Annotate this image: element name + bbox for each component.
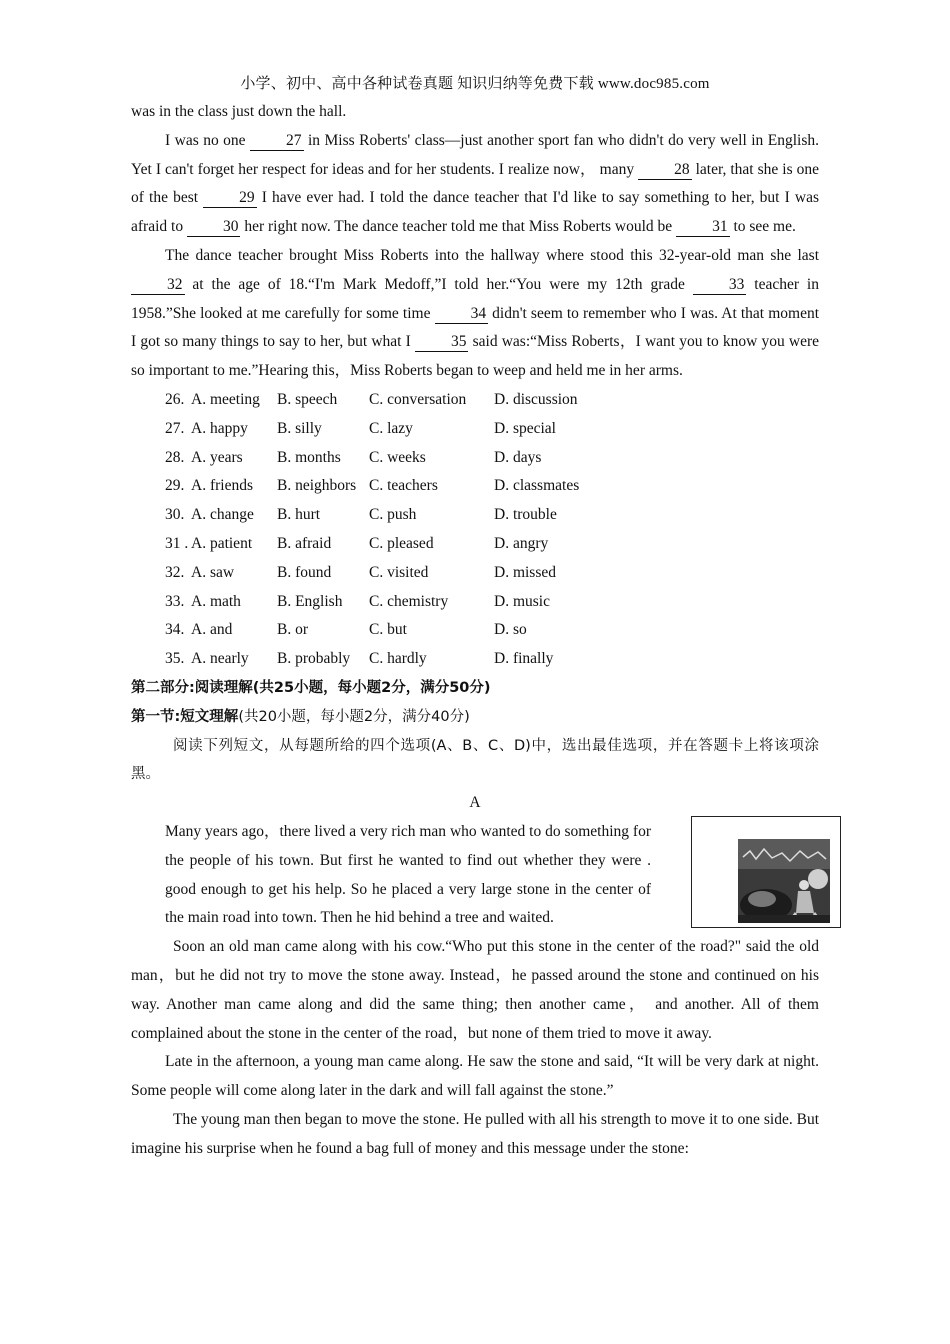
passage-a-paragraph-2: Soon an old man came along with his cow.“Who put this stone in the center of the road?" said the old man，but he did not try to move the stone away. Instead，he passed around the stone and continued on his way. Another man came along and did the same thing; then another came， and another. All of them complained about the stone in the center of the road，but none of them tried to move it away. <box>131 938 819 1042</box>
option-row: 33. A. math B. English C. chemistry D. music <box>165 592 550 610</box>
passage-paragraph-1: I was no one 27 in Miss Roberts' class—just another sport fan who didn't do very well in English. Yet I can't forget her respect for ideas and for her students. I realize now， many 28 later, that she is one of the best 29 I have ever had. I told the dance teacher that I'd like to say something to her, but I was afraid to 30 her right now. The dance teacher told me that Miss Roberts would be 31 to see me. <box>131 131 819 236</box>
instruction: 阅读下列短文，从每题所给的四个选项(A、B、C、D)中，选出最佳选项，并在答题卡上将该项涂黑。 <box>131 737 819 783</box>
options-list <box>131 386 819 674</box>
option-row: 34. A. and B. or C. but D. so <box>165 621 527 639</box>
blank-28: 28 <box>638 161 692 180</box>
passage-a-intro-block <box>131 818 819 933</box>
blank-29: 29 <box>203 189 257 208</box>
blank-32: 32 <box>131 276 185 295</box>
blank-34: 34 <box>435 305 489 324</box>
page-header: 小学、初中、高中各种试卷真题 知识归纳等免费下载 www.doc985.com <box>240 76 710 92</box>
option-row: 26. A. meeting B. speech C. conversation D. discussion <box>165 390 578 408</box>
passage-paragraph-2: The dance teacher brought Miss Roberts into the hallway where stood this 32-year-old man she last 32 at the age of 18.“I'm Mark Medoff,”I told her.“You were my 12th grade 33 teacher in 1958.”She looked at me carefully for some time 34 didn't seem to remember who I was. At that moment I got so many things to say to her, but what I 35 said was:“Miss Roberts，I want you to know you were so important to me.”Hearing this，Miss Roberts began to weep and held me in her arms. <box>131 246 820 380</box>
option-row: 35. A. nearly B. probably C. hardly D. finally <box>165 650 554 668</box>
blank-35: 35 <box>415 333 469 352</box>
illustration-image <box>738 839 830 923</box>
passage-a-intro: Many years ago，there lived a very rich man who wanted to do something for the people of his town. But first he wanted to find out whether they were . good enough to get his help. So he placed a very large stone in the center of the main road into town. Then he hid behind a tree and waited. <box>165 822 651 927</box>
passage-a-label: A <box>469 794 481 812</box>
section1-title: 第一节:短文理解(共20小题，每小题2分，满分40分) <box>131 708 470 725</box>
blank-30: 30 <box>187 218 241 237</box>
option-row: 28. A. years B. months C. weeks D. days <box>165 448 542 466</box>
passage-a-paragraph-3: Late in the afternoon, a young man came along. He saw the stone and said, “It will be very dark at night. Some people will come along later in the dark and will fall against the stone.” <box>131 1053 819 1100</box>
passage-a-paragraph-4: The young man then began to move the stone. He pulled with all his strength to move it to one side. But imagine his surprise when he found a bag full of money and this message under the stone: <box>131 1110 819 1157</box>
option-row: 30. A. change B. hurt C. push D. trouble <box>165 506 557 524</box>
option-row: 31 . A. patient B. afraid C. pleased D. angry <box>165 534 549 552</box>
blank-27: 27 <box>250 132 304 151</box>
page-content <box>131 98 819 1163</box>
option-row: 27. A. happy B. silly C. lazy D. special <box>165 419 556 437</box>
passage-line: was in the class just down the hall. <box>131 103 347 120</box>
blank-33: 33 <box>693 276 747 295</box>
illustration-frame <box>691 816 841 928</box>
option-row: 32. A. saw B. found C. visited D. missed <box>165 563 556 581</box>
part2-title: 第二部分:阅读理解(共25小题，每小题2分，满分50分) <box>131 679 491 696</box>
option-row: 29. A. friends B. neighbors C. teachers D. classmates <box>165 477 580 495</box>
blank-31: 31 <box>676 218 730 237</box>
